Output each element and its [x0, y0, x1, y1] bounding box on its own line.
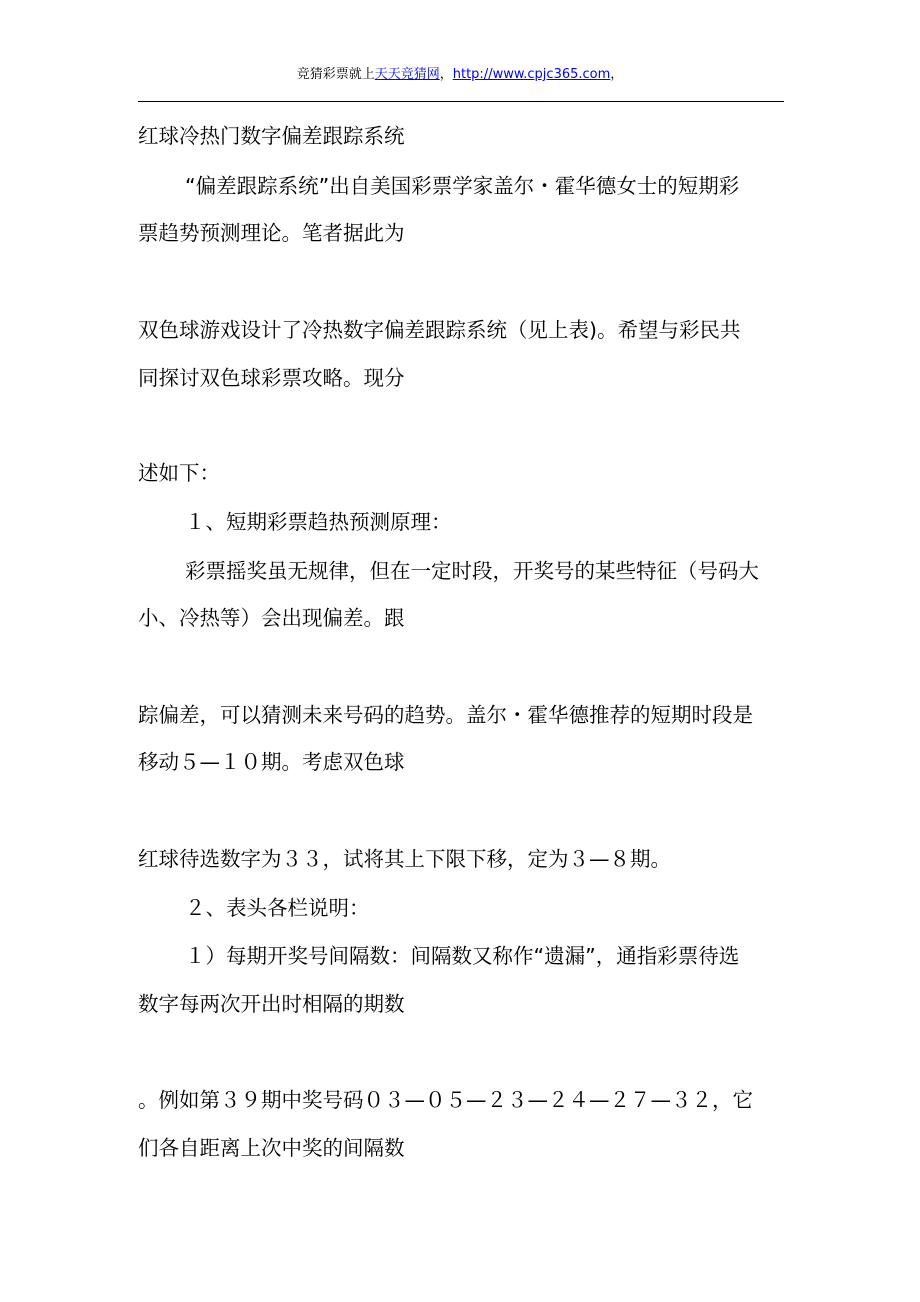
paragraph-line: 数字每两次开出时相隔的期数 [138, 992, 405, 1016]
paragraph-line: 票趋势预测理论。笔者据此为 [138, 221, 405, 245]
header-separator: ， [439, 67, 453, 82]
paragraph-line: １）每期开奖号间隔数：间隔数又称作“遗漏”，通指彩票待选 [185, 944, 740, 968]
section-heading: ２、表头各栏说明： [185, 896, 370, 920]
paragraph-line: 彩票摇奖虽无规律，但在一定时段，开奖号的某些特征（号码大 [185, 559, 759, 583]
site-url-link[interactable]: http://www.cpjc365.com [452, 67, 611, 82]
paragraph-line: “偏差跟踪系统”出自美国彩票学家盖尔・霍华德女士的短期彩 [185, 174, 740, 198]
paragraph-line: 踪偏差，可以猜测未来号码的趋势。盖尔・霍华德推荐的短期时段是 [138, 703, 753, 727]
paragraph-line: 述如下： [138, 461, 220, 485]
paragraph-line: 小、冷热等）会出现偏差。跟 [138, 606, 405, 630]
paragraph-line: 。例如第３９期中奖号码０３—０５—２３—２４—２７—３２，它 [138, 1088, 753, 1112]
header-prefix: 竞猜彩票就上 [296, 67, 375, 82]
paragraph-line: 们各自距离上次中奖的间隔数 [138, 1136, 405, 1160]
section-heading: １、短期彩票趋热预测原理： [185, 510, 452, 534]
doc-title: 红球冷热门数字偏差跟踪系统 [138, 124, 405, 148]
paragraph-line: 移动５—１０期。考虑双色球 [138, 750, 405, 774]
paragraph-line: 双色球游戏设计了冷热数字偏差跟踪系统（见上表)。希望与彩民共 [138, 318, 741, 342]
header-suffix: ， [610, 67, 624, 82]
header-divider [138, 101, 784, 102]
site-link[interactable]: 天天竞猜网 [374, 67, 440, 82]
page-header [0, 66, 920, 84]
paragraph-line: 同探讨双色球彩票攻略。现分 [138, 366, 405, 390]
paragraph-line: 红球待选数字为３３，试将其上下限下移，定为３—８期。 [138, 847, 671, 871]
